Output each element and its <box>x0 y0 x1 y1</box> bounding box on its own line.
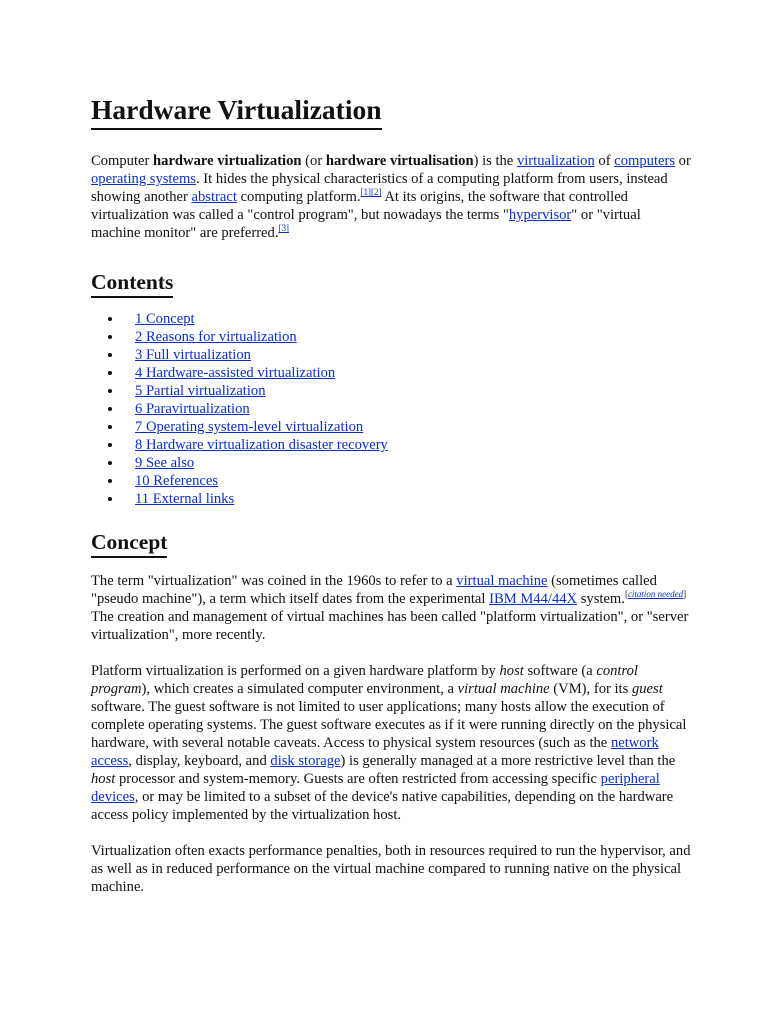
concept-paragraph-1 <box>91 572 691 644</box>
ref-group-1-2 <box>361 187 382 197</box>
intro-text: Computer <box>91 153 154 169</box>
toc-link-references[interactable]: 10 References <box>135 473 219 489</box>
ref-1[interactable]: [1] <box>360 187 372 198</box>
concept-text: , or may be limited to a subset of the device's native capabilities, depending on the hardware access policy implemented by the virtualization host. <box>91 789 674 823</box>
link-virtual-machine[interactable]: virtual machine <box>456 573 548 589</box>
intro-text: At its origins, the software that controlled virtualization was called a "control program", but nowadays the terms " <box>91 189 628 223</box>
toc-item <box>135 346 691 364</box>
contents-heading-wrap <box>91 268 691 298</box>
italic-guest: guest <box>631 681 663 697</box>
link-disk-storage[interactable]: disk storage <box>270 753 341 769</box>
concept-text: system. <box>577 591 625 607</box>
link-hypervisor[interactable]: hypervisor <box>508 207 572 223</box>
concept-text: processor and system-memory. Guests are often restricted from accessing specific <box>115 771 601 787</box>
concept-text: ), which creates a simulated computer environment, a <box>141 681 458 697</box>
toc-link-disaster-recovery[interactable]: 8 Hardware virtualization disaster recovery <box>135 437 388 453</box>
toc-item <box>135 400 691 418</box>
cite-bracket-close: ] <box>683 589 687 600</box>
toc-link-full-virtualization[interactable]: 3 Full virtualization <box>135 347 251 363</box>
intro-text: computing platform. <box>236 189 361 205</box>
toc-item <box>135 472 691 490</box>
toc-item <box>135 382 691 400</box>
ref-group-3 <box>278 223 289 233</box>
cite-bracket-open: [ <box>624 589 628 600</box>
article-content <box>91 92 691 896</box>
toc-link-see-also[interactable]: 9 See also <box>135 455 195 471</box>
link-ibm-m44[interactable]: IBM M44/44X <box>489 591 578 607</box>
intro-paragraph <box>91 152 691 242</box>
concept-text: The creation and management of virtual machines has been called "platform virtualization", or "server virtualization", more recently. <box>91 609 689 643</box>
toc-item <box>135 310 691 328</box>
intro-text: or <box>675 153 691 169</box>
italic-host-2: host <box>91 771 116 787</box>
concept-text: , display, keyboard, and <box>128 753 271 769</box>
toc-link-reasons[interactable]: 2 Reasons for virtualization <box>135 329 297 345</box>
link-computers[interactable]: computers <box>614 153 676 169</box>
concept-heading: Concept <box>91 528 167 558</box>
concept-heading-wrap <box>91 528 691 558</box>
ref-2[interactable]: [2] <box>371 187 382 198</box>
concept-paragraph-3: Virtualization often exacts performance penalties, both in resources required to run the hypervisor, and as well as in reduced performance on the virtual machine compared to running native on the physical machine. <box>91 843 691 895</box>
link-peripheral-devices[interactable]: peripheral devices <box>91 771 660 805</box>
italic-control-program: control program <box>91 663 638 697</box>
intro-text: . It hides the physical characteristics of a computing platform from users, instead showing another <box>91 171 668 205</box>
toc-item <box>135 328 691 346</box>
link-abstract[interactable]: abstract <box>191 189 237 205</box>
concept-text: (VM), for its <box>549 681 632 697</box>
toc-item <box>135 436 691 454</box>
toc-item <box>135 364 691 382</box>
toc-link-os-level[interactable]: 7 Operating system-level virtualization <box>135 419 364 435</box>
toc-link-hardware-assisted[interactable]: 4 Hardware-assisted virtualization <box>135 365 336 381</box>
toc-link-concept[interactable]: 1 Concept <box>135 311 195 327</box>
concept-text: The term "virtualization" was coined in the 1960s to refer to a <box>91 573 457 589</box>
intro-text: " or "virtual machine monitor" are preferred. <box>91 207 641 241</box>
concept-paragraph-2 <box>91 662 691 824</box>
concept-text: software. The guest software is not limited to user applications; many hosts allow the execution of complete operating systems. The guest software executes as if it were running directly on the physical hardware, with several notable caveats. Access to physical system resources (such as the <box>91 699 687 751</box>
intro-text: ) is the <box>473 153 517 169</box>
intro-bold-term: hardware virtualization <box>153 153 302 169</box>
link-operating-systems[interactable]: operating systems <box>91 171 196 187</box>
table-of-contents <box>91 310 691 508</box>
intro-bold-term-alt: hardware virtualisation <box>325 153 474 169</box>
concept-text: Platform virtualization is performed on a given hardware platform by <box>91 663 500 679</box>
toc-item <box>135 454 691 472</box>
intro-text: of <box>594 153 615 169</box>
italic-virtual-machine: virtual machine <box>457 681 550 697</box>
concept-text: ) is generally managed at a more restrictive level than the <box>340 753 676 769</box>
citation-needed-link[interactable] <box>628 589 683 599</box>
citation-needed-text: citation needed <box>627 589 684 600</box>
toc-link-external-links[interactable]: 11 External links <box>135 491 235 507</box>
concept-text: software (a <box>523 663 597 679</box>
intro-text: (or <box>301 153 326 169</box>
italic-host: host <box>499 663 524 679</box>
page-title: Hardware Virtualization <box>91 92 382 130</box>
toc-link-paravirtualization[interactable]: 6 Paravirtualization <box>135 401 250 417</box>
toc-item <box>135 490 691 508</box>
link-virtualization[interactable]: virtualization <box>516 153 595 169</box>
link-network-access[interactable]: network access <box>91 735 659 769</box>
ref-3[interactable]: [3] <box>278 223 289 234</box>
concept-text: (sometimes called "pseudo machine"), a term which itself dates from the experimental <box>91 573 657 607</box>
toc-link-partial[interactable]: 5 Partial virtualization <box>135 383 266 399</box>
contents-heading: Contents <box>91 268 173 298</box>
citation-needed <box>625 589 686 599</box>
toc-item <box>135 418 691 436</box>
